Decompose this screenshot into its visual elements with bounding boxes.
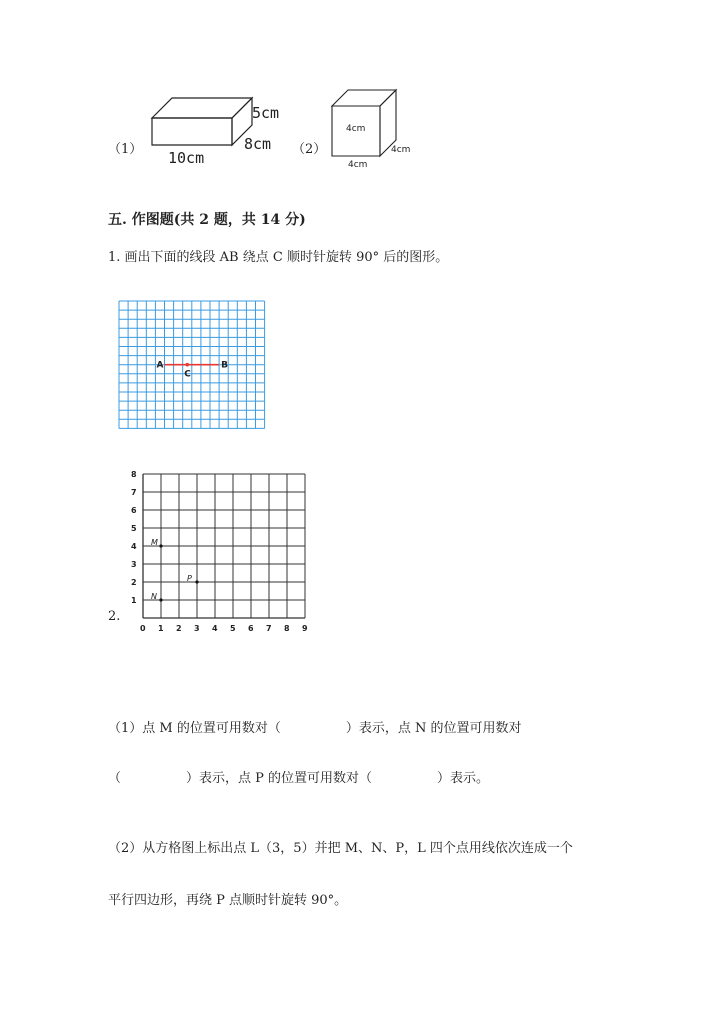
q2-y-tick-label: 1	[131, 596, 137, 605]
cuboid-length-label: 10cm	[168, 149, 205, 167]
cuboid-figure	[148, 92, 308, 172]
question-1-text: 1. 画出下面的线段 AB 绕点 C 顺时针旋转 90° 后的图形。	[108, 250, 449, 265]
cube-face-label: 4cm	[346, 124, 366, 134]
point-a-label: A	[156, 360, 164, 371]
question-2-coordinate-grid	[126, 470, 322, 642]
question-2-number: 2.	[108, 609, 121, 624]
q2-y-tick-label: 7	[131, 488, 137, 497]
cuboid-width-label: 8cm	[244, 135, 272, 153]
point-b-label: B	[221, 360, 228, 371]
cube-top-face	[332, 90, 396, 106]
q2-y-tick-label: 5	[131, 524, 137, 533]
section-title: 五. 作图题(共 2 题，共 14 分)	[108, 212, 306, 228]
point-c-dot	[185, 363, 189, 367]
point-c-label: C	[184, 369, 191, 380]
q2-x-tick-label: 1	[158, 624, 164, 633]
q2-y-tick-label: 6	[131, 506, 137, 515]
q2-point-n-dot	[159, 598, 162, 601]
cuboid-top-face	[152, 98, 252, 118]
q2-y-tick-label: 3	[131, 560, 137, 569]
q2-point-p-label: P	[187, 574, 192, 583]
cube-side-label: 4cm	[391, 145, 411, 155]
q2-y-tick-label: 2	[131, 578, 137, 587]
q2-x-tick-label: 2	[176, 624, 182, 633]
cube-bottom-label: 4cm	[348, 160, 368, 170]
q2-point-m-label: M	[151, 538, 158, 547]
q2-point-n-label: N	[151, 592, 157, 601]
q2-x-tick-label: 9	[302, 624, 308, 633]
q2-part1-line2: （ ）表示，点 P 的位置可用数对（ ）表示。	[108, 771, 490, 786]
cuboid-front-face	[152, 118, 232, 145]
q2-part1-line1: （1）点 M 的位置可用数对（ ）表示，点 N 的位置可用数对	[108, 721, 522, 736]
q2-x-tick-label: 8	[284, 624, 290, 633]
q2-point-m-dot	[159, 544, 162, 547]
q2-y-tick-label: 4	[131, 542, 137, 551]
cuboid-height-label: 5cm	[252, 104, 280, 122]
figure-1-index: （1）	[108, 142, 143, 157]
q2-part2-line2: 平行四边形，再绕 P 点顺时针旋转 90°。	[108, 893, 348, 908]
q2-point-p-dot	[195, 580, 198, 583]
question-1-grid	[116, 298, 266, 436]
q2-x-tick-label: 3	[194, 624, 200, 633]
cube-figure	[326, 84, 422, 176]
q2-x-tick-label: 4	[212, 624, 218, 633]
q2-x-tick-label: 5	[230, 624, 236, 633]
q2-x-tick-label: 7	[266, 624, 272, 633]
q2-x-tick-label: 0	[140, 624, 146, 633]
q2-y-tick-label: 8	[131, 470, 137, 479]
figure-2-index: （2）	[292, 142, 327, 157]
q2-x-tick-label: 6	[248, 624, 254, 633]
q2-part2-line1: （2）从方格图上标出点 L（3，5）并把 M、N、P，L 四个点用线依次连成一个	[108, 841, 573, 856]
